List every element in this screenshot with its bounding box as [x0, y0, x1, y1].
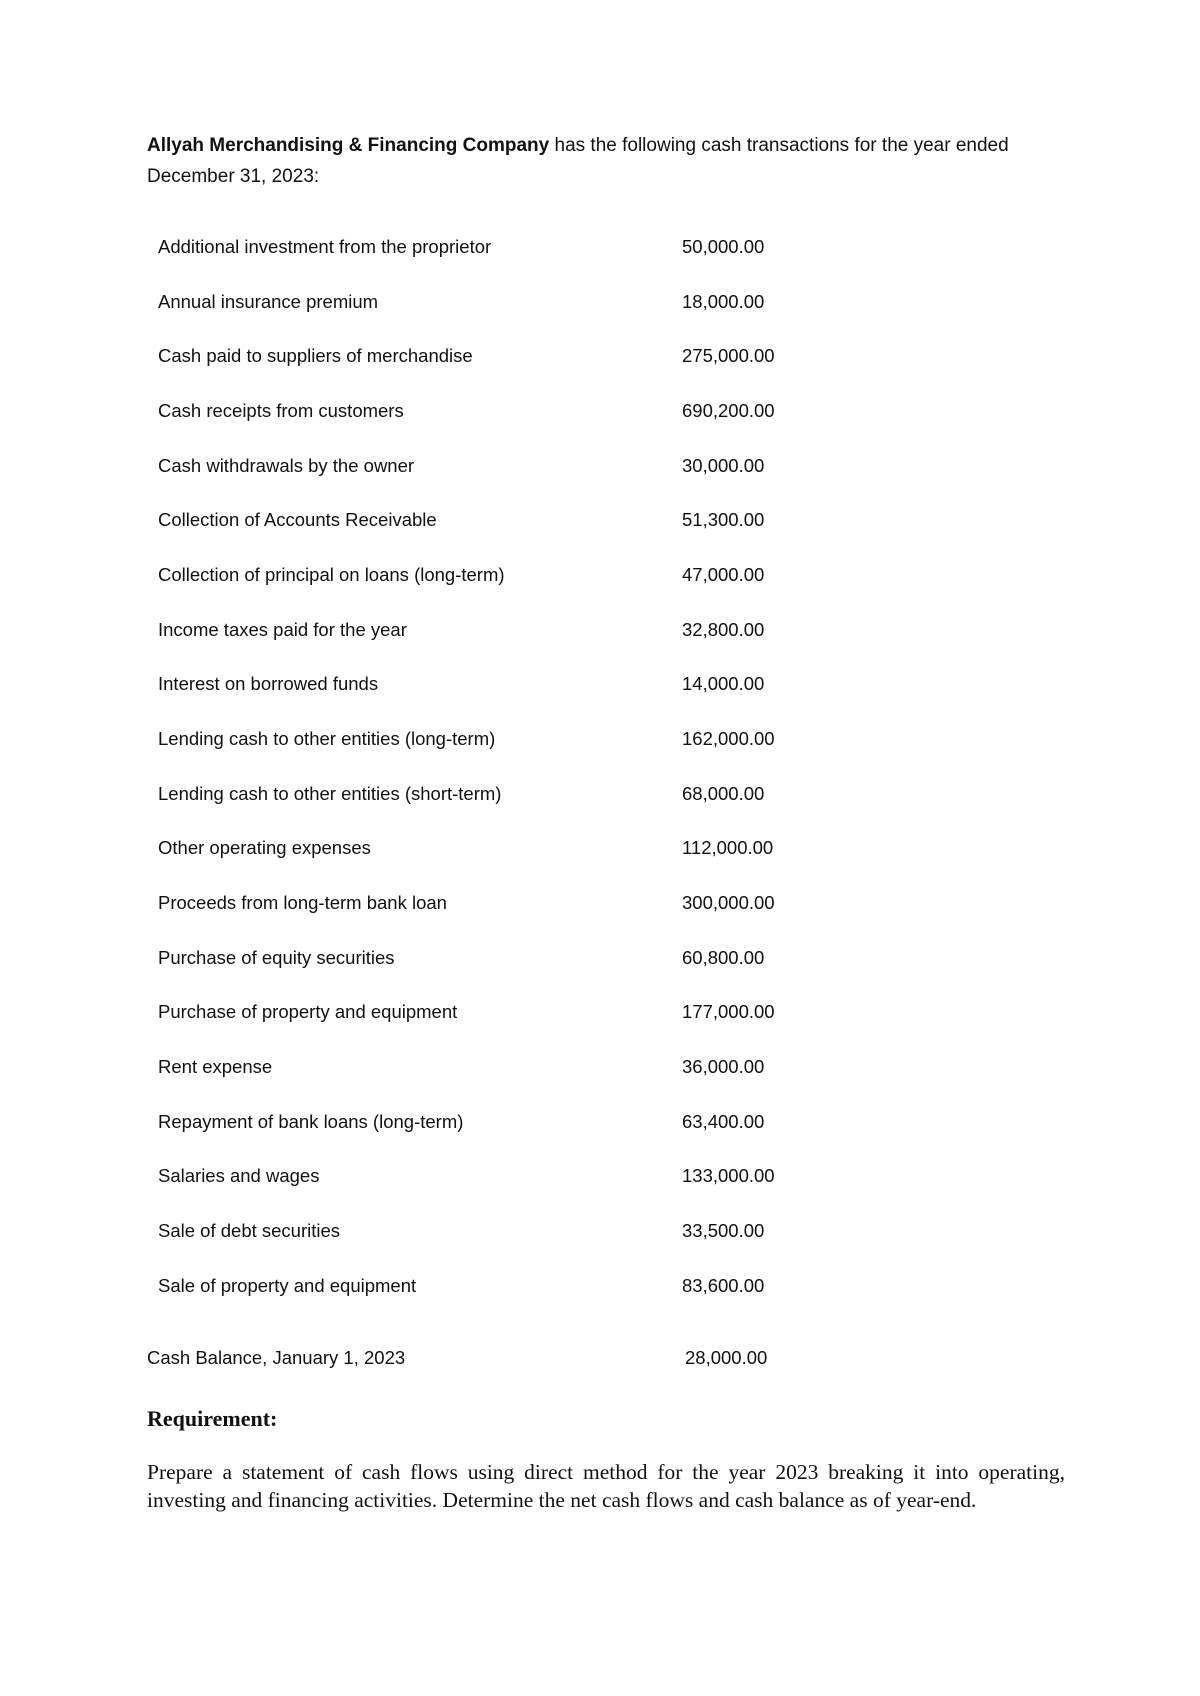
transaction-label: Proceeds from long-term bank loan	[158, 892, 447, 913]
transaction-amount: 47,000.00	[682, 564, 765, 585]
transaction-amount: 177,000.00	[682, 1001, 775, 1022]
transaction-amount: 18,000.00	[682, 291, 765, 312]
transaction-amount: 133,000.00	[682, 1165, 775, 1186]
transaction-amount: 275,000.00	[682, 345, 775, 366]
requirement-body: Prepare a statement of cash flows using direct method for the year 2023 breaking it into operating, investing and financing activities. Determine the net cash flows and cash balance as of year-end.	[147, 1460, 1065, 1512]
transaction-label: Lending cash to other entities (short-term)	[158, 783, 502, 804]
cash-balance-row	[147, 1343, 768, 1373]
transaction-amount: 32,800.00	[682, 619, 765, 640]
transaction-amount: 30,000.00	[682, 455, 765, 476]
transaction-amount: 68,000.00	[682, 783, 765, 804]
transaction-label: Sale of debt securities	[158, 1220, 341, 1241]
transaction-label: Purchase of equity securities	[158, 947, 395, 968]
transaction-label: Annual insurance premium	[158, 291, 379, 312]
transaction-label: Collection of Accounts Receivable	[158, 509, 437, 530]
intro-paragraph	[147, 130, 1067, 192]
transaction-label: Collection of principal on loans (long-term)	[158, 564, 505, 585]
transaction-amount: 36,000.00	[682, 1056, 765, 1077]
transaction-amount: 33,500.00	[682, 1220, 765, 1241]
intro-text: has the following cash transactions for the year ended December 31, 2023:	[147, 135, 1009, 187]
transaction-amount: 112,000.00	[682, 837, 774, 858]
transaction-label: Cash receipts from customers	[158, 400, 404, 421]
transaction-label: Additional investment from the proprietor	[158, 236, 492, 257]
transaction-label: Sale of property and equipment	[158, 1275, 417, 1296]
transaction-amount: 60,800.00	[682, 947, 765, 968]
transaction-label: Repayment of bank loans (long-term)	[158, 1111, 464, 1132]
transaction-label: Cash paid to suppliers of merchandise	[158, 345, 473, 366]
transaction-label: Lending cash to other entities (long-term)	[158, 728, 496, 749]
transaction-label: Other operating expenses	[158, 837, 371, 858]
transaction-amount: 63,400.00	[682, 1111, 765, 1132]
cash-balance-amount: 28,000.00	[685, 1347, 768, 1368]
transaction-amount: 83,600.00	[682, 1275, 765, 1296]
transaction-label: Income taxes paid for the year	[158, 619, 407, 640]
transaction-label: Cash withdrawals by the owner	[158, 455, 415, 476]
transaction-amount: 300,000.00	[682, 892, 775, 913]
transaction-amount: 51,300.00	[682, 509, 765, 530]
cash-balance-label: Cash Balance, January 1, 2023	[147, 1347, 406, 1368]
requirement-heading: Requirement:	[147, 1406, 278, 1431]
company-name: Allyah Merchandising & Financing Company	[147, 135, 550, 156]
transaction-label: Rent expense	[158, 1056, 273, 1077]
transaction-amount: 14,000.00	[682, 673, 765, 694]
transaction-amount: 690,200.00	[682, 400, 775, 421]
transaction-label: Purchase of property and equipment	[158, 1001, 458, 1022]
transaction-amount: 162,000.00	[682, 728, 775, 749]
transaction-label: Salaries and wages	[158, 1165, 320, 1186]
transaction-amount: 50,000.00	[682, 236, 765, 257]
transaction-label: Interest on borrowed funds	[158, 673, 379, 694]
